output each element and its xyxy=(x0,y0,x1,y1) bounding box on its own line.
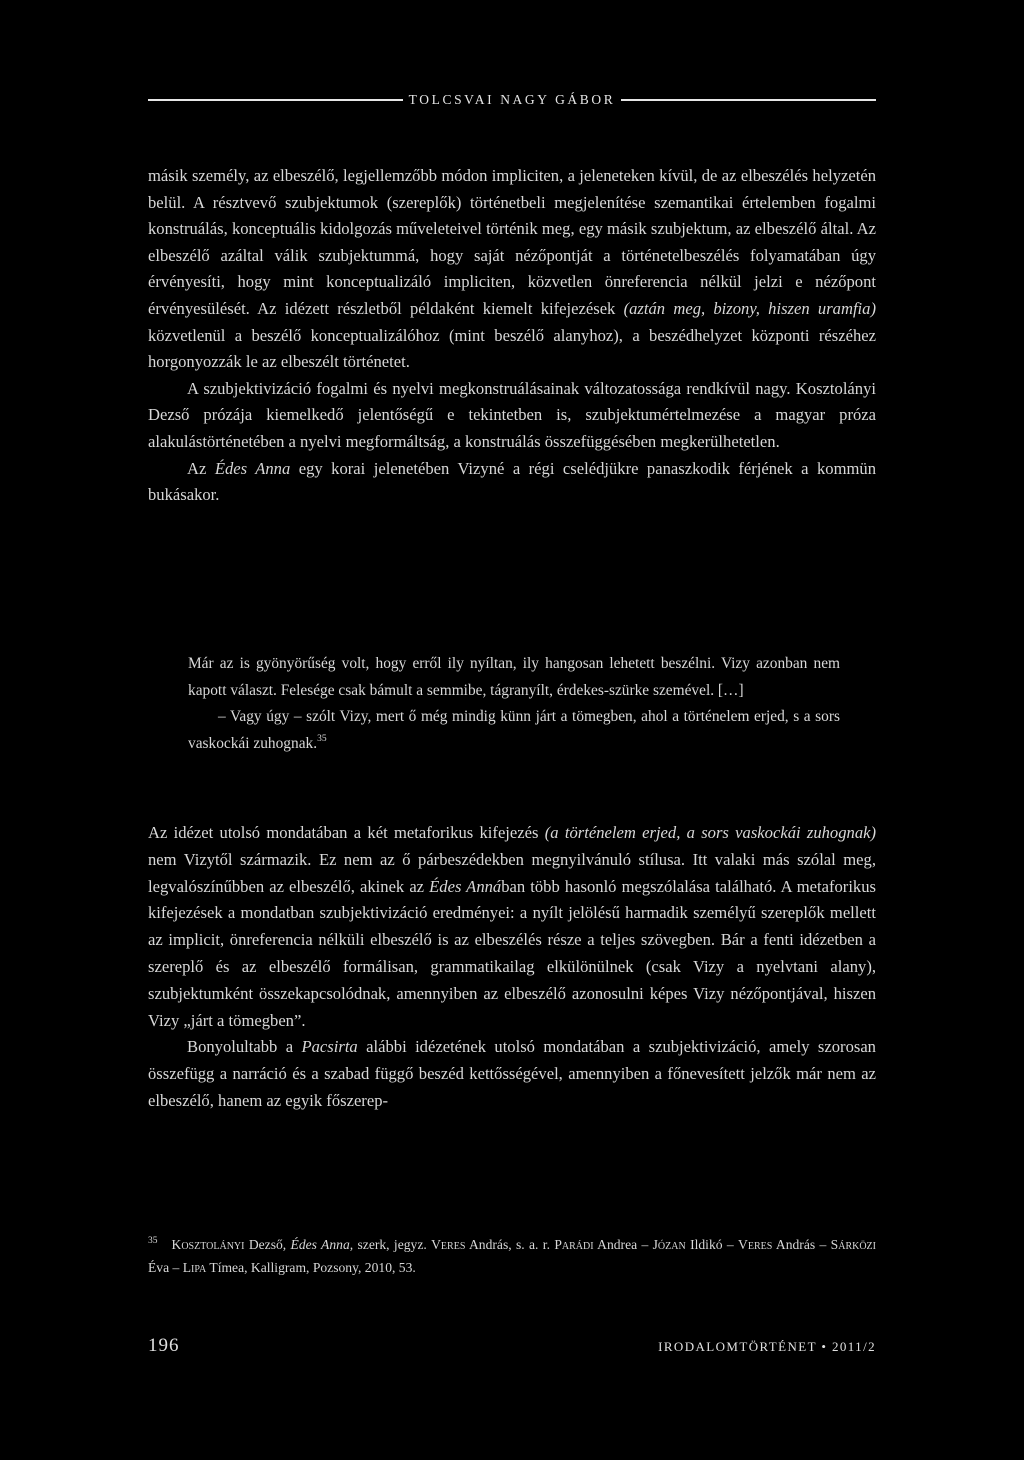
text-run: szerk, jegyz. xyxy=(353,1237,432,1252)
small-caps-name: Parádi xyxy=(554,1237,594,1252)
body-text-continued xyxy=(148,820,876,1115)
footnote-text xyxy=(148,1237,876,1275)
italic-text: Pacsirta xyxy=(301,1037,358,1057)
text-run: közvetlenül a beszélő konceptualizálóhoz (mint beszélő alanyhoz), a beszédhelyzet központi részéhez horgonyozzák le az elbeszélt történetet. xyxy=(148,325,876,372)
text-run: Az xyxy=(187,458,215,478)
paragraph xyxy=(148,1034,876,1114)
italic-text: (a történelem erjed, a sors vaskockái zuhognak) xyxy=(544,823,877,842)
text-run: nem Vizytől származik. Ez nem az ő párbeszédekben megnyilvánuló stílusa. Itt valaki más szólal meg, legvalószínűbben az elbeszélő, akinek az xyxy=(148,849,876,896)
text-run: Az idézet utolsó mondatában a két metaforikus kifejezés xyxy=(148,823,545,842)
paragraph xyxy=(148,376,876,456)
footnote xyxy=(148,1230,876,1279)
text-run: A szubjektivizáció fogalmi és nyelvi megkonstruálásainak változatossága rendkívül nagy. Kosztolányi Dezső prózája kiemelkedő jelentőségű e tekintetben is, szubjektumértelmezése a magyar próza alakulástörténetében a nyelvi megformáltság, a konstruálás összefüggésében megkerülhetetlen. xyxy=(148,378,876,451)
running-header xyxy=(148,92,876,108)
text-run: Éva – xyxy=(148,1259,183,1275)
text-run: András – xyxy=(772,1237,831,1252)
text-run: Bonyolultabb a xyxy=(187,1037,302,1057)
small-caps-name: Veres xyxy=(431,1237,466,1252)
italic-text: (aztán meg, bizony, hiszen uramfia) xyxy=(623,298,876,318)
paragraph xyxy=(148,456,876,509)
quote-paragraph xyxy=(188,651,840,704)
body-text xyxy=(148,163,876,509)
text-run: alábbi idézetének utolsó mondatában a szubjektivizáció, amely szorosan összefügg a narráció és a szabad függő beszéd kettősségével, amennyiben a főnevesített jelzők már nem az elbeszélő, hanem az egyik főszerep- xyxy=(148,1037,876,1110)
block-quote xyxy=(188,651,840,757)
italic-text: Édes Anna, xyxy=(290,1237,354,1252)
text-run: Ildikó – xyxy=(685,1237,739,1252)
text-run: Dezső, xyxy=(244,1237,291,1252)
text-run: egy korai jelenetében Vizyné a régi cselédjükre panaszkodik férjének a kommün bukásakor. xyxy=(148,458,876,505)
text-run: András, s. a. r. xyxy=(465,1237,555,1252)
small-caps-name: Józan xyxy=(652,1237,686,1252)
text-run: ban több hasonló megszólalása található. A metaforikus kifejezések a mondatban szubjektivizáció eredményei: a nyílt jelölésű harmadik személyű szereplők mellett az implicit, önreferencia nélküli elbeszélő is az elbeszélés része a teljes szövegben. Bár a fenti idézetben a szereplő és az elbeszélő formálisan, grammatikailag elkülönülnek (csak Vizy a nyelvtani alany), szubjektumként összekapcsolódnak, amennyiben az elbeszélő azonosulni képes Vizy nézőpontjával, hiszen Vizy „járt a tömegben”. xyxy=(148,876,876,1030)
small-caps-name: Veres xyxy=(738,1237,773,1252)
small-caps-name: Sárközi xyxy=(830,1237,876,1252)
small-caps-name: Lipa xyxy=(182,1259,207,1275)
running-title: TOLCSVAI NAGY GÁBOR xyxy=(408,92,616,107)
header-rule-right xyxy=(621,99,876,101)
page-number: 196 xyxy=(148,1335,180,1356)
text-run: Tímea, Kalligram, Pozsony, 2010, 53. xyxy=(206,1259,416,1275)
italic-text: Édes Anna xyxy=(214,458,291,478)
footnote-reference[interactable]: 35 xyxy=(317,733,327,744)
small-caps-name: Kosztolányi xyxy=(171,1237,245,1252)
footnote-number: 35 xyxy=(148,1236,158,1246)
quote-paragraph xyxy=(188,704,840,757)
text-run: másik személy, az elbeszélő, legjellemzőbb módon impliciten, a jeleneteken kívül, de az elbeszélés helyzetén belül. A résztvevő szubjektumok (szereplők) történetbeli megjelenítése szemantikai értelemben fogalmi konstruálás, konceptuális kidolgozás műveleteivel történik meg, egy másik szubjektum, az elbeszélő által. Az elbeszélő azáltal válik szubjektummá, hogy saját nézőpontját a történetelbeszélés folyamatában úgy érvényesíti, hogy mint konceptualizáló impliciten, közvetlen önreferencia nélkül jelzi e nézőpont érvényesülését. Az idézett részletből példaként kiemelt kifejezések xyxy=(148,166,876,318)
quote-text: Már az is gyönyörűség volt, hogy erről ily nyíltan, ily hangosan lehetett beszélni. Vizy azonban nem kapott választ. Felesége csak bámult a semmibe, tágranyílt, érdekes-szürke szemével. […] xyxy=(188,655,840,699)
header-rule-left xyxy=(148,99,403,101)
text-run: Andrea – xyxy=(593,1237,653,1252)
paragraph xyxy=(148,820,876,1034)
italic-text: Édes Anná xyxy=(429,876,502,896)
page-footer xyxy=(148,1335,876,1357)
paragraph xyxy=(148,163,876,376)
quote-text: – Vagy úgy – szólt Vizy, mert ő még mindig künn járt a tömegben, ahol a történelem erjed, s a sors vaskockái zuhognak. xyxy=(188,708,840,752)
journal-title: IRODALOMTÖRTÉNET • 2011/2 xyxy=(658,1339,876,1354)
